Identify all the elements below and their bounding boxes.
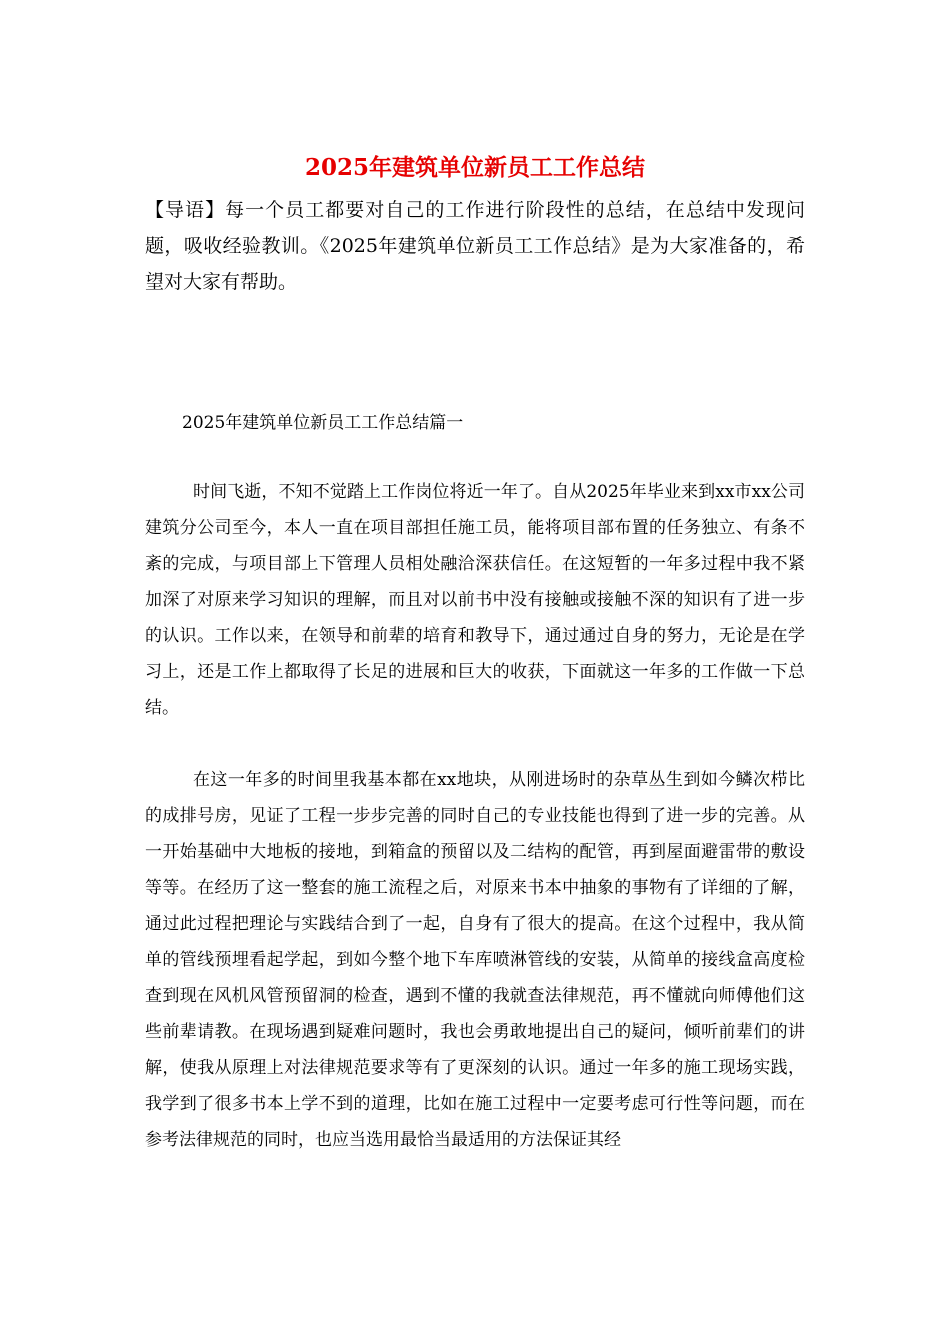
intro-paragraph: 【导语】每一个员工都要对自己的工作进行阶段性的总结，在总结中发现问题，吸收经验教训。《2025年建筑单位新员工工作总结》是为大家准备的，希望对大家有帮助。: [145, 199, 805, 293]
body-paragraph: 在这一年多的时间里我基本都在xx地块，从刚进场时的杂草丛生到如今鳞次栉比的成排号房，见证了工程一步步完善的同时自己的专业技能也得到了进一步的完善。从一开始基础中大地板的接地，到箱盒的预留以及二结构的配管，再到屋面避雷带的敷设等等。在经历了这一整套的施工流程之后，对原来书本中抽象的事物有了详细的了解，通过此过程把理论与实践结合到了一起，自身有了很大的提高。在这个过程中，我从简单的管线预埋看起学起，到如今整个地下车库喷淋管线的安装，从简单的接线盒高度检查到现在风机风管预留洞的检查，遇到不懂的我就查法律规范，再不懂就向师傅他们这些前辈请教。在现场遇到疑难问题时，我也会勇敢地提出自己的疑问，倾听前辈们的讲解，使我从原理上对法律规范要求等有了更深刻的认识。通过一年多的施工现场实践，我学到了很多书本上学不到的道理，比如在施工过程中一定要考虑可行性等问题，而在参考法律规范的同时，也应当选用最恰当最适用的方法保证其经: [145, 770, 805, 1150]
body-paragraph: 时间飞逝，不知不觉踏上工作岗位将近一年了。自从2025年毕业来到xx市xx公司建筑分公司至今，本人一直在项目部担任施工员，能将项目部布置的任务独立、有条不紊的完成，与项目部上下管理人员相处融洽深获信任。在这短暂的一年多过程中我不紧加深了对原来学习知识的理解，而且对以前书中没有接触或接触不深的知识有了进一步的认识。工作以来，在领导和前辈的培育和教导下，通过通过自身的努力，无论是在学习上，还是工作上都取得了长足的进展和巨大的收获，下面就这一年多的工作做一下总结。: [145, 482, 805, 718]
section-heading: 2025年建筑单位新员工工作总结篇一: [182, 413, 464, 433]
document-title: 2025年建筑单位新员工工作总结: [304, 154, 645, 181]
